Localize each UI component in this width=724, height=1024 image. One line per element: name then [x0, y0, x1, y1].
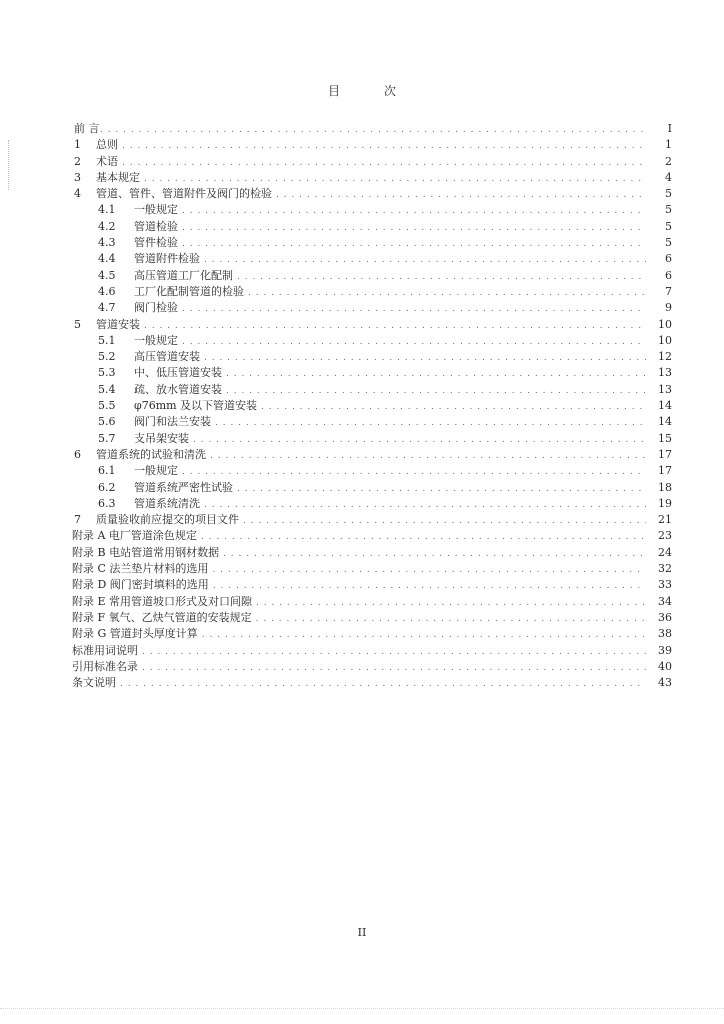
- toc-entry[interactable]: [72, 528, 672, 544]
- toc-entry-page: 5: [665, 236, 672, 250]
- toc-entry-title: φ76mm 及以下管道安装: [134, 399, 258, 413]
- toc-leader-dots: [182, 301, 646, 317]
- toc-entry[interactable]: [72, 447, 672, 463]
- toc-entry[interactable]: [72, 496, 672, 512]
- toc-entry-page: 24: [658, 545, 672, 559]
- scan-artifact-left: [8, 140, 10, 190]
- toc-entry-page: 7: [665, 284, 672, 298]
- toc-entry-title: 附录 F 氧气、乙炔气管道的安装规定: [72, 610, 252, 624]
- toc-entry[interactable]: [72, 268, 672, 284]
- toc-entry-number: 1: [74, 138, 81, 152]
- toc-entry-title: 中、低压管道安装: [134, 366, 222, 380]
- toc-leader-dots: [202, 627, 646, 643]
- toc-leader-dots: [276, 187, 646, 203]
- toc-entry-title: 附录 C 法兰垫片材料的选用: [72, 562, 209, 576]
- toc-entry-number: 4.5: [98, 268, 116, 282]
- toc-entry[interactable]: [72, 626, 672, 642]
- toc-leader-dots: [226, 366, 646, 382]
- scan-artifact-bottom: [0, 1008, 724, 1010]
- toc-entry-number: 4.3: [98, 236, 116, 250]
- toc-entry-number: 4.2: [98, 219, 116, 233]
- toc-entry-title: 一般规定: [134, 464, 178, 478]
- toc-leader-dots: [120, 676, 646, 692]
- page-number: II: [357, 926, 367, 939]
- toc-entry-number: 5.7: [98, 431, 116, 445]
- toc-entry-title: 管道系统的试验和清洗: [96, 447, 206, 461]
- toc-entry-title: 管道系统严密性试验: [134, 480, 233, 494]
- toc-entry-page: 6: [665, 252, 672, 266]
- toc-entry[interactable]: [72, 561, 672, 577]
- toc-entry-page: 15: [658, 431, 672, 445]
- toc-leader-dots: [182, 464, 646, 480]
- toc-leader-dots: [100, 122, 646, 138]
- toc-entry-page: 39: [658, 643, 672, 657]
- toc-entry-title: 管道检验: [134, 219, 178, 233]
- toc-entry-title: 管道、管件、管道附件及阀门的检验: [96, 187, 272, 201]
- toc-entry-page: 10: [658, 317, 672, 331]
- toc-entry-number: 4.4: [98, 252, 116, 266]
- toc-entry-number: 6.1: [98, 464, 116, 478]
- toc-entry[interactable]: [72, 675, 672, 691]
- toc-entry-page: 33: [658, 578, 672, 592]
- toc-entry-number: 前 言: [74, 122, 100, 135]
- toc-entry-number: 5.1: [98, 333, 116, 347]
- toc-entry[interactable]: [72, 382, 672, 398]
- toc-entry-title: 条文说明: [72, 676, 116, 690]
- toc-entry[interactable]: [72, 610, 672, 626]
- toc-entry-page: 10: [658, 333, 672, 347]
- toc-leader-dots: [201, 529, 646, 545]
- toc-entry-page: 40: [658, 659, 672, 673]
- toc-entry[interactable]: [72, 219, 672, 235]
- toc-leader-dots: [182, 220, 646, 236]
- toc-entry-page: 5: [665, 219, 672, 233]
- toc-leader-dots: [261, 399, 646, 415]
- toc-entry-page: 34: [658, 594, 672, 608]
- toc-entry-page: 5: [665, 203, 672, 217]
- toc-entry-title: 标准用词说明: [72, 643, 138, 657]
- toc-entry[interactable]: [72, 431, 672, 447]
- toc-entry-title: 附录 G 管道封头厚度计算: [72, 627, 198, 641]
- toc-title-part1: 目: [327, 84, 340, 98]
- toc-entry-number: 6.2: [98, 480, 116, 494]
- toc-leader-dots: [223, 546, 646, 562]
- toc-entry-title: 质量验收前应提交的项目文件: [96, 513, 239, 527]
- toc-leader-dots: [204, 497, 646, 513]
- toc-entry-title: 附录 D 阀门密封填料的选用: [72, 578, 209, 592]
- toc-entry[interactable]: [72, 137, 672, 153]
- toc-entry-number: 5: [74, 317, 81, 331]
- toc-entry-title: 一般规定: [134, 203, 178, 217]
- toc-entry-page: 12: [658, 350, 672, 364]
- toc-entry[interactable]: [72, 545, 672, 561]
- toc-entry[interactable]: [72, 333, 672, 349]
- toc-entry-number: 4.7: [98, 301, 116, 315]
- toc-entry-number: 5.6: [98, 415, 116, 429]
- toc-leader-dots: [212, 562, 646, 578]
- toc-entry[interactable]: [72, 317, 672, 333]
- toc-entry-page: 36: [658, 610, 672, 624]
- toc-entry-page: 2: [665, 154, 672, 168]
- toc-leader-dots: [237, 481, 646, 497]
- toc-leader-dots: [204, 350, 646, 366]
- toc-entry-page: 21: [658, 513, 672, 527]
- toc-entry-page: 32: [658, 562, 672, 576]
- toc-entry-title: 阀门检验: [134, 301, 178, 315]
- toc-entry-title: 总则: [96, 138, 118, 152]
- toc-entry-number: 6: [74, 447, 81, 461]
- toc-entry-title: 基本规定: [96, 170, 140, 184]
- toc-entry-title: 支吊架安装: [134, 431, 189, 445]
- toc-entry-number: 4.1: [98, 203, 116, 217]
- toc-entry[interactable]: [72, 349, 672, 365]
- toc-leader-dots: [193, 432, 646, 448]
- toc-entry-title: 管件检验: [134, 236, 178, 250]
- toc-title-part2: 次: [384, 84, 397, 98]
- toc-entry-title: 阀门和法兰安装: [134, 415, 211, 429]
- toc-entry[interactable]: [72, 284, 672, 300]
- toc-entry[interactable]: [72, 414, 672, 430]
- toc-entry-page: 38: [658, 627, 672, 641]
- toc-entry-number: 5.3: [98, 366, 116, 380]
- toc-entry[interactable]: [72, 365, 672, 381]
- toc-entry-number: 5.2: [98, 350, 116, 364]
- toc-entry[interactable]: [72, 643, 672, 659]
- toc-entry[interactable]: [72, 154, 672, 170]
- toc-entry-title: 管道系统清洗: [134, 496, 200, 510]
- toc-entry-title: 疏、放水管道安装: [134, 382, 222, 396]
- toc-leader-dots: [210, 448, 646, 464]
- toc-leader-dots: [256, 595, 646, 611]
- toc-leader-dots: [256, 611, 646, 627]
- toc-entry-number: 4.6: [98, 284, 116, 298]
- toc-leader-dots: [204, 252, 646, 268]
- toc-entry-page: 1: [665, 138, 672, 152]
- toc-entry-page: 5: [665, 187, 672, 201]
- toc-entry-title: 管道附件检验: [134, 252, 200, 266]
- toc-entry-number: 6.3: [98, 496, 116, 510]
- toc-leader-dots: [144, 318, 646, 334]
- toc-entry[interactable]: [72, 463, 672, 479]
- toc-entry-number: 3: [74, 170, 81, 184]
- toc-leader-dots: [122, 138, 646, 154]
- toc-entry-title: 附录 E 常用管道坡口形式及对口间隙: [72, 594, 253, 608]
- toc-entry-title: 术语: [96, 154, 118, 168]
- toc-entry-page: 4: [665, 170, 672, 184]
- toc-entry-page: 14: [658, 415, 672, 429]
- toc-entry[interactable]: [72, 186, 672, 202]
- toc-entry-number: 5.4: [98, 382, 116, 396]
- toc-entry-page: 13: [658, 382, 672, 396]
- toc-entry-page: 43: [658, 676, 672, 690]
- toc-entry[interactable]: [72, 300, 672, 316]
- toc-entry-page: 6: [665, 268, 672, 282]
- toc-entry-title: 附录 A 电厂管道涂色规定: [72, 529, 197, 543]
- toc-entry-page: 19: [658, 496, 672, 510]
- toc-entry-title: 附录 B 电站管道常用钢材数据: [72, 545, 220, 559]
- toc-entry-page: 18: [658, 480, 672, 494]
- toc-entry-title: 高压管道安装: [134, 350, 200, 364]
- toc-entry-number: 2: [74, 154, 81, 168]
- toc-leader-dots: [248, 285, 646, 301]
- toc-entry[interactable]: [72, 202, 672, 218]
- toc-leader-dots: [215, 415, 646, 431]
- toc-entry-page: 17: [658, 464, 672, 478]
- toc-entry[interactable]: [72, 235, 672, 251]
- toc-entry-page: 17: [658, 447, 672, 461]
- toc-entry-page: 13: [658, 366, 672, 380]
- toc-leader-dots: [142, 644, 646, 660]
- toc-entry-title: 高压管道工厂化配制: [134, 268, 233, 282]
- toc-leader-dots: [226, 383, 646, 399]
- toc-leader-dots: [182, 236, 646, 252]
- toc-title: [0, 82, 724, 99]
- toc-entry-title: 管道安装: [96, 317, 140, 331]
- toc-leader-dots: [142, 660, 646, 676]
- toc-leader-dots: [243, 513, 646, 529]
- toc-entry[interactable]: [72, 480, 672, 496]
- toc-leader-dots: [122, 155, 646, 171]
- toc-entry[interactable]: [72, 659, 672, 675]
- toc-entry-number: 5.5: [98, 399, 116, 413]
- toc-entry-page: 14: [658, 399, 672, 413]
- toc-leader-dots: [213, 578, 646, 594]
- toc-leader-dots: [144, 171, 646, 187]
- toc-entry[interactable]: [72, 170, 672, 186]
- toc-entry[interactable]: [72, 398, 672, 414]
- toc-entry[interactable]: [72, 251, 672, 267]
- toc-entry-page: 9: [665, 301, 672, 315]
- toc-entry-page: I: [667, 122, 672, 135]
- toc-entry-number: 7: [74, 513, 81, 527]
- toc-entry-title: 工厂化配制管道的检验: [134, 284, 244, 298]
- toc-entry-number: 4: [74, 187, 81, 201]
- toc-entry[interactable]: [72, 512, 672, 528]
- toc-entry[interactable]: [72, 121, 672, 137]
- toc-leader-dots: [182, 334, 646, 350]
- table-of-contents: [72, 121, 672, 691]
- toc-entry-page: 23: [658, 529, 672, 543]
- toc-entry[interactable]: [72, 594, 672, 610]
- toc-entry[interactable]: [72, 577, 672, 593]
- toc-entry-title: 一般规定: [134, 333, 178, 347]
- toc-entry-title: 引用标准名录: [72, 659, 138, 673]
- toc-leader-dots: [182, 203, 646, 219]
- toc-leader-dots: [237, 269, 646, 285]
